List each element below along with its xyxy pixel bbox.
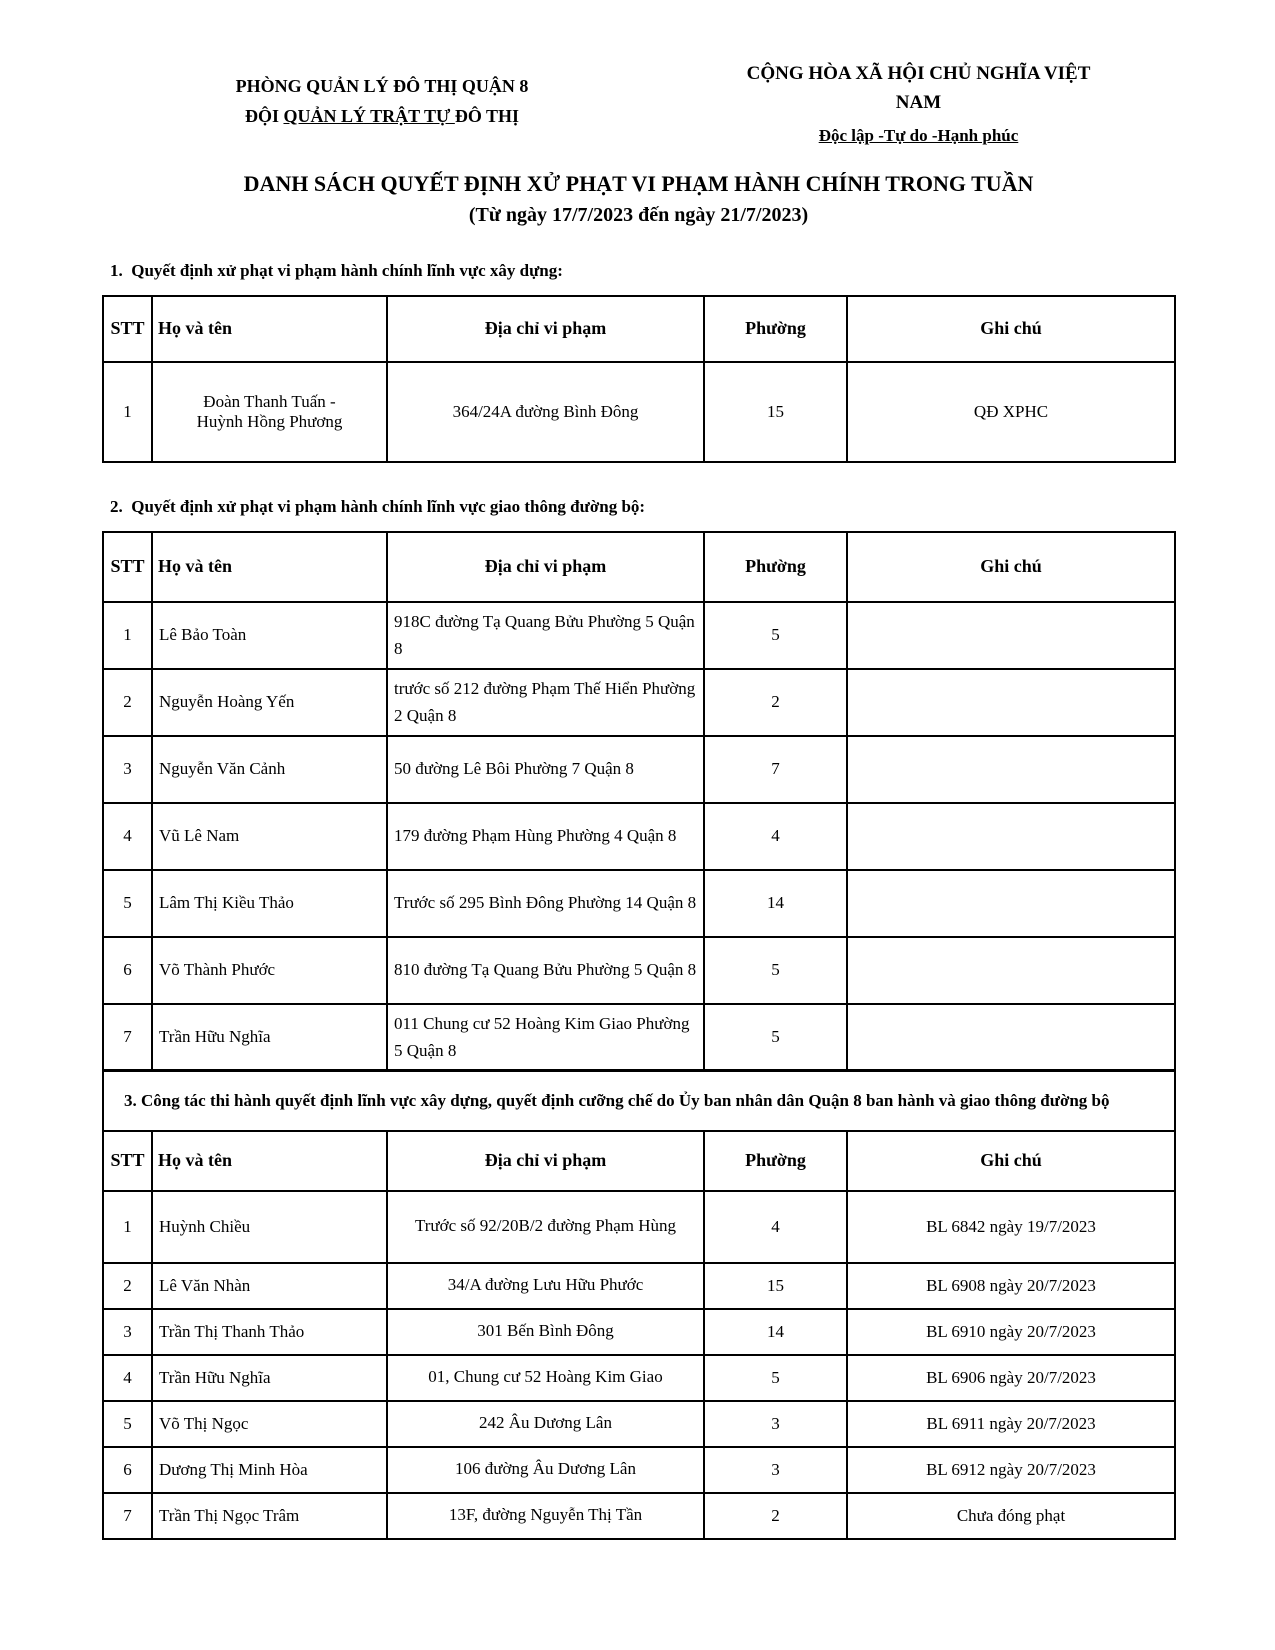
cell-note [847,803,1175,870]
national-title-line2: NAM [895,91,942,113]
cell-name: Lê Văn Nhàn [152,1263,387,1309]
table-row [103,1447,1175,1493]
cell-ward: 5 [704,937,847,1004]
cell-note: BL 6842 ngày 19/7/2023 [847,1191,1175,1263]
cell-ward: 4 [704,1191,847,1263]
national-motto: Độc lập -Tự do -Hạnh phúc [818,126,1019,145]
section1-heading: 1. Quyết định xử phạt vi phạm hành chính lĩnh vực xây dựng: [110,260,563,280]
cell-stt: 6 [103,1447,152,1493]
cell-ward: 14 [704,1309,847,1355]
cell-ward: 14 [704,870,847,937]
cell-address: Trước số 295 Bình Đông Phường 14 Quận 8 [387,870,704,937]
col-header-ward: Phường [704,296,847,362]
cell-name [152,362,387,462]
cell-ward: 15 [704,362,847,462]
col-header-ward: Phường [704,532,847,602]
cell-name: Vũ Lê Nam [152,803,387,870]
cell-note: BL 6910 ngày 20/7/2023 [847,1309,1175,1355]
col-header-stt: STT [103,296,152,362]
section2-and-3-table [102,531,1176,1540]
col-header-note: Ghi chú [847,296,1175,362]
col-header-stt: STT [103,1131,152,1191]
cell-note [847,602,1175,669]
cell-ward: 3 [704,1447,847,1493]
cell-note: BL 6912 ngày 20/7/2023 [847,1447,1175,1493]
cell-ward: 7 [704,736,847,803]
cell-name: Lê Bảo Toàn [152,602,387,669]
table-row [103,736,1175,803]
cell-ward: 2 [704,669,847,736]
table-row [103,937,1175,1004]
cell-ward: 5 [704,1355,847,1401]
col-header-name: Họ và tên [152,532,387,602]
cell-stt: 1 [103,362,152,462]
cell-note: BL 6906 ngày 20/7/2023 [847,1355,1175,1401]
cell-note [847,736,1175,803]
table-row [103,1004,1175,1071]
cell-ward: 3 [704,1401,847,1447]
cell-stt: 5 [103,870,152,937]
table-row [103,602,1175,669]
cell-name-text: Đoàn Thanh Tuấn - Huỳnh Hồng Phương [196,391,343,431]
national-header [662,60,1175,149]
document-header [102,60,1175,149]
table-row [103,870,1175,937]
cell-stt: 2 [103,669,152,736]
col-header-note: Ghi chú [847,1131,1175,1191]
cell-note: Chưa đóng phạt [847,1493,1175,1539]
cell-stt: 1 [103,602,152,669]
org-name: PHÒNG QUẢN LÝ ĐÔ THỊ QUẬN 8 [235,76,529,96]
col-header-ward: Phường [704,1131,847,1191]
col-header-name: Họ và tên [152,1131,387,1191]
page-title: DANH SÁCH QUYẾT ĐỊNH XỬ PHẠT VI PHẠM HÀNH CHÍNH TRONG TUẦN [243,170,1034,196]
cell-stt: 2 [103,1263,152,1309]
cell-stt: 7 [103,1493,152,1539]
cell-stt: 3 [103,736,152,803]
cell-address: 364/24A đường Bình Đông [387,362,704,462]
section3-heading: 3. Công tác thi hành quyết định lĩnh vực xây dựng, quyết định cưỡng chế do Ủy ban nhân dân Quận 8 ban hành và giao thông đường bộ [103,1071,1175,1131]
cell-name: Trần Hữu Nghĩa [152,1355,387,1401]
cell-address: 918C đường Tạ Quang Bửu Phường 5 Quận 8 [387,602,704,669]
table-row [103,362,1175,462]
org-unit [102,102,662,132]
cell-note [847,669,1175,736]
col-header-address: Địa chỉ vi phạm [387,532,704,602]
col-header-address: Địa chỉ vi phạm [387,296,704,362]
cell-stt: 4 [103,1355,152,1401]
cell-name: Nguyễn Hoàng Yến [152,669,387,736]
national-title-line1: CỘNG HÒA XÃ HỘI CHỦ NGHĨA VIỆT [746,63,1091,84]
cell-stt: 7 [103,1004,152,1071]
cell-stt: 5 [103,1401,152,1447]
cell-address: Trước số 92/20B/2 đường Phạm Hùng [387,1191,704,1263]
table-row [103,803,1175,870]
table-row [103,1401,1175,1447]
cell-note: QĐ XPHC [847,362,1175,462]
cell-address: trước số 212 đường Phạm Thế Hiển Phường 2 Quận 8 [387,669,704,736]
section1-table [102,295,1176,463]
cell-name: Trần Thị Ngọc Trâm [152,1493,387,1539]
table-row [103,1191,1175,1263]
cell-note [847,870,1175,937]
cell-name: Nguyễn Văn Cảnh [152,736,387,803]
org-unit-prefix: ĐỘI [244,105,284,126]
cell-address: 50 đường Lê Bôi Phường 7 Quận 8 [387,736,704,803]
col-header-name: Họ và tên [152,296,387,362]
cell-ward: 5 [704,1004,847,1071]
col-header-note: Ghi chú [847,532,1175,602]
cell-stt: 3 [103,1309,152,1355]
table-header-row [103,532,1175,602]
cell-ward: 15 [704,1263,847,1309]
cell-note [847,1004,1175,1071]
col-header-stt: STT [103,532,152,602]
table-header-row [103,296,1175,362]
cell-stt: 1 [103,1191,152,1263]
cell-note: BL 6911 ngày 20/7/2023 [847,1401,1175,1447]
org-header [102,60,662,149]
cell-address: 34/A đường Lưu Hữu Phước [387,1263,704,1309]
cell-stt: 6 [103,937,152,1004]
cell-name: Huỳnh Chiều [152,1191,387,1263]
cell-address: 13F, đường Nguyễn Thị Tần [387,1493,704,1539]
cell-name: Trần Thị Thanh Thảo [152,1309,387,1355]
cell-address: 301 Bến Bình Đông [387,1309,704,1355]
col-header-address: Địa chỉ vi phạm [387,1131,704,1191]
table-header-row [103,1131,1175,1191]
table-row [103,1355,1175,1401]
cell-stt: 4 [103,803,152,870]
cell-ward: 2 [704,1493,847,1539]
cell-address: 011 Chung cư 52 Hoàng Kim Giao Phường 5 Quận 8 [387,1004,704,1071]
cell-name: Dương Thị Minh Hòa [152,1447,387,1493]
table-row [103,1263,1175,1309]
org-unit-suffix: ĐÔ THỊ [454,105,520,126]
cell-ward: 4 [704,803,847,870]
cell-name: Võ Thành Phước [152,937,387,1004]
table-row [103,669,1175,736]
cell-ward: 5 [704,602,847,669]
org-unit-underlined: QUẢN LÝ TRẬT TỰ [283,105,455,126]
section3-heading-row [103,1071,1175,1131]
cell-address: 810 đường Tạ Quang Bửu Phường 5 Quận 8 [387,937,704,1004]
cell-address: 01, Chung cư 52 Hoàng Kim Giao [387,1355,704,1401]
cell-name: Võ Thị Ngọc [152,1401,387,1447]
table-row [103,1493,1175,1539]
date-range: (Từ ngày 17/7/2023 đến ngày 21/7/2023) [468,203,809,226]
section2-heading: 2. Quyết định xử phạt vi phạm hành chính lĩnh vực giao thông đường bộ: [110,496,646,516]
cell-note: BL 6908 ngày 20/7/2023 [847,1263,1175,1309]
cell-address: 179 đường Phạm Hùng Phường 4 Quận 8 [387,803,704,870]
cell-address: 242 Âu Dương Lân [387,1401,704,1447]
cell-note [847,937,1175,1004]
cell-name: Trần Hữu Nghĩa [152,1004,387,1071]
cell-name: Lâm Thị Kiều Thảo [152,870,387,937]
cell-address: 106 đường Âu Dương Lân [387,1447,704,1493]
table-row [103,1309,1175,1355]
